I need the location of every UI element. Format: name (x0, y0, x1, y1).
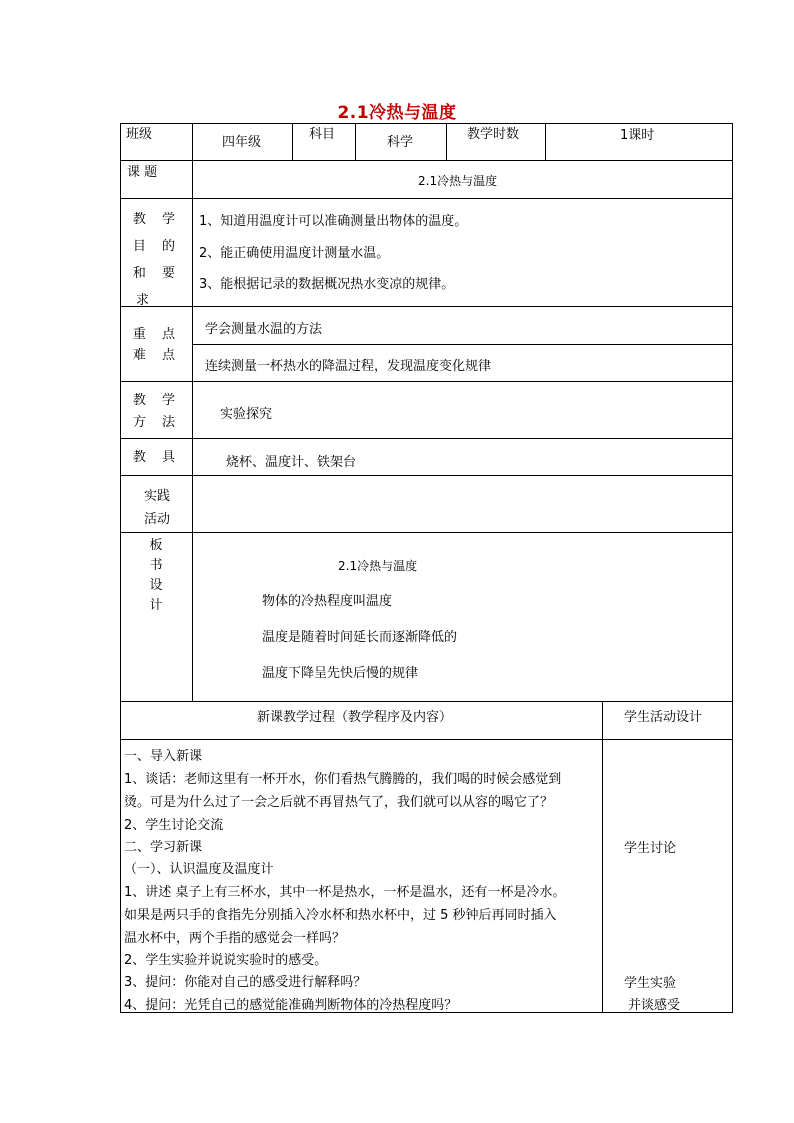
teaching-hours-value: 1课时 (620, 128, 655, 143)
subject-value: 科学 (387, 135, 414, 150)
teaching-hours-label: 教学时数 (467, 127, 520, 142)
activity-header: 学生活动设计 (624, 710, 703, 725)
process-line: 2、学生讨论交流 (124, 818, 224, 833)
topic-value: 2.1冷热与温度 (418, 174, 498, 188)
process-line: 3、提问：你能对自己的感受进行解释吗？ (124, 975, 367, 990)
difficult-point-text: 连续测量一杯热水的降温过程，发现温度变化规律 (205, 359, 492, 374)
process-line: 二、学习新课 (124, 840, 203, 855)
class-label: 班级 (126, 127, 153, 142)
process-line: 温水杯中，两个手指的感觉会一样吗？ (124, 931, 346, 946)
process-line: 一、导入新课 (124, 749, 203, 764)
class-value: 四年级 (222, 135, 262, 150)
board-line: 温度下降呈先快后慢的规律 (262, 666, 419, 681)
board-heading: 2.1冷热与温度 (338, 559, 418, 573)
process-header: 新课教学过程（教学程序及内容） (257, 710, 453, 725)
goal-item: 1、知道用温度计可以准确测量出物体的温度。 (199, 214, 468, 229)
goal-item: 3、能根据记录的数据概况热水变凉的规律。 (199, 277, 455, 292)
key-point-text: 学会测量水温的方法 (205, 322, 323, 337)
practice-label: 实践 活动 (143, 489, 170, 527)
process-line: 4、提问：光凭自己的感觉能准确判断物体的冷热程度吗？ (124, 998, 458, 1013)
topic-label: 课 题 (127, 165, 158, 180)
goals-label: 教 学 目 的 和 要 求 (132, 212, 182, 308)
process-line: 2、学生实验并说说实验时的感受。 (124, 953, 328, 968)
method-label: 教 学 方 法 (132, 393, 182, 430)
process-line: 如果是两只手的食指先分别插入冷水杯和热水杯中，过 5 秒钟后再同时插入 (124, 908, 557, 923)
goal-item: 2、能正确使用温度计测量水温。 (199, 246, 390, 261)
method-value: 实验探究 (220, 407, 273, 422)
key-points-label: 重 点 难 点 (132, 327, 182, 363)
tools-value: 烧杯、温度计、铁架台 (226, 455, 357, 470)
subject-label: 科目 (309, 127, 336, 142)
board-line: 温度是随着时间延长而逐渐降低的 (262, 630, 458, 645)
process-line: 烫。可是为什么过了一会之后就不再冒热气了，我们就可以从容的喝它了？ (124, 795, 554, 810)
board-line: 物体的冷热程度叫温度 (262, 594, 393, 609)
student-activity: 并谈感受 (628, 998, 681, 1013)
process-line: 1、谈话：老师这里有一杯开水，你们看热气腾腾的，我们喝的时候会感觉到 (124, 772, 562, 787)
student-activity: 学生实验 (624, 976, 677, 991)
board-label: 板 书 设 计 (149, 538, 163, 613)
tools-label: 教 具 (132, 450, 182, 465)
process-line: （一）、认识温度及温度计 (124, 862, 274, 877)
process-line: 1、讲述 桌子上有三杯水，其中一杯是热水，一杯是温水，还有一杯是冷水。 (124, 885, 566, 900)
student-activity: 学生讨论 (624, 841, 677, 856)
page-title: 2.1冷热与温度 (337, 103, 457, 123)
